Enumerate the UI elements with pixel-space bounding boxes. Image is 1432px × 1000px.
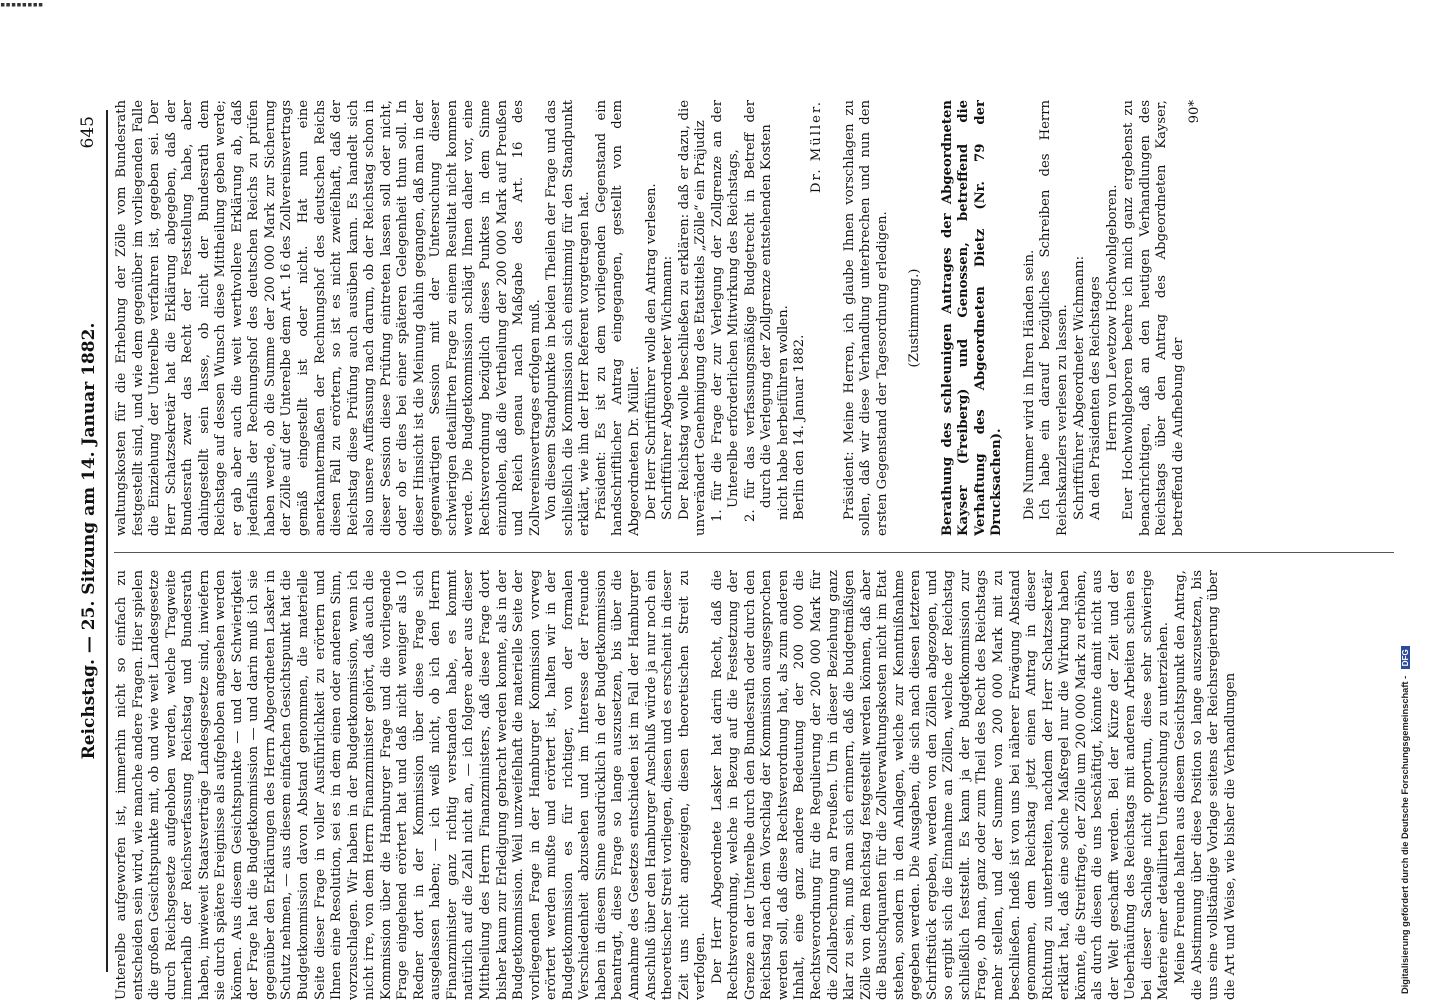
motion-item: 2. für das verfassungsmäßige Budgetrecht in Betreff der durch die Verlegung der Zollgrenze entstehenden Kosten [742, 100, 775, 522]
motion-signer: Dr. Müller. [808, 100, 824, 194]
approval-note: (Zustimmung.) [907, 268, 923, 368]
motion-item: 1. für die Frage der zur Verlegung der Zollgrenze an der Unterelbe erforderlichen Mitwirkung des Reichstags, [709, 100, 742, 522]
left-column [114, 570, 1394, 1000]
president-remark: Der Herr Schriftführer wolle den Antrag verlesen. [643, 183, 659, 520]
funding-note: Digitalisierung gefördert durch die Deutsche Forschungsgemeinschaft - [1400, 675, 1410, 994]
president-remark: Präsident: Meine Herren, ich glaube Ihnen vorschlagen zu sollen, daß wir diese Verhandlung unterbrechen und nun den ersten Gegenstand der Tagesordnung erledigen. [841, 100, 890, 536]
motion-end: nicht habe herbeiführen wollen. [775, 305, 791, 520]
letter-salutation: An den Präsidenten des Reichstages [1088, 276, 1104, 520]
running-header [74, 110, 104, 972]
speaker-label: Schriftführer Abgeordneter Wichmann: [1071, 255, 1087, 520]
paragraph: Meine Freunde halten aus diesem Gesichtspunkt den Antrag, die Abstimmung über diese Position so lange auszusetzen, bis uns eine vollständige Vorlage seitens der Reichsregierung über die Art und Weise, wie bisher die Verhandlungen [1173, 570, 1238, 1000]
paragraph: Von diesem Standpunkte in beiden Theilen der Frage und das schließlich die Kommission sich einstimmig für den Standpunkt erklärt, wie ihn der Herr Referent vorgetragen hat. [544, 100, 593, 536]
page-number: 645 [78, 116, 98, 149]
footer-signature: 90* [1187, 100, 1203, 124]
motion-intro: Der Reichstag wolle beschließen zu erklären: daß er dazu, die unverändert Genehmigung des Etatstitels „Zölle“ ein Präjudiz [676, 100, 709, 536]
dfg-badge: DFG [1401, 646, 1410, 669]
paragraph: Der Herr Abgeordnete Lasker hat darin Recht, daß die Rechtsverordnung, welche in Bezug auf die Festsetzung der Grenze an der Unterelbe durch den Bundesrath oder durch den Reichstag nach dem Vorschlag der Kommission ausgesprochen werden soll, daß diese Rechtsverordnung hat, als zum anderen Inhalt, eine ganz andere Bedeutung der 200 000 die Rechtsverordnung für die Regulierung der 200 000 Mark für die Zollabrechnung an Preußen. Um in dieser Beziehung ganz klar zu sein, muß man sich erinnern, daß die budgetmäßigen Zölle von dem Reichstag festgestellt werden können, daß aber die Bauschquanten für die Zollverwaltungskosten nicht im Etat stehen, sondern in den Anlagen, welche zur Kenntnißnahme gegeben werden. Die Ausgaben, die sich nach diesen letzteren Schriftstück ergeben, werden von den Zöllen abgezogen, und so ergibt sich die Einnahme an Zöllen, welche der Reichstag schließlich feststellt. Es kann ja der Budgetkommission zur Frage, ob man, ganz oder zum Theil des Recht des Reichstags mehr stellen, und der Summe von 200 000 Mark mit zu beschließen. Indeß ist von uns bei näherer Erwägung Abstand genommen, dem Reichstag jetzt einen Antrag in dieser Richtung zu unterbreiten, nachdem der Herr Schatzsekretär erklärt hat, daß eine solche Maßregel nur die Wirkung haben könnte, die Streitfrage, der Zölle um 200 000 Mark zu erhöhen, als durch diesen die uns beschäftigt, könnte damit nicht aus der Welt geschafft werden. Bei der Kürze der Zeit und der Ueberhäufung des Reichstags mit anderen Arbeiten schien es bei dieser Sachlage nicht opportun, diese sehr schwierige Materie einer detaillirten Untersuchung zu unterziehen. [709, 570, 1172, 1000]
motion-date: Berlin den 14. Januar 1882. [792, 334, 808, 520]
column-divider [114, 552, 1394, 553]
president-remark: Die Nummer wird in Ihren Händen sein. [1021, 249, 1037, 520]
letter-body: Euer Hochwohlgeboren beehre ich mich ganz ergebenst zu benachrichtigen, daß an den heutigen Verhandlungen des Reichstags über den Antrag des Abgeordneten Kayser, betreffend die Aufhebung der [1121, 100, 1186, 536]
president-remark: Präsident: Es ist zu dem vorliegenden Gegenstand ein handschriftlicher Antrag eingegangen, gestellt von dem Abgeordneten Dr. Müller. [593, 100, 642, 536]
digitization-edge-note [1398, 0, 1426, 1000]
paragraph: Unterelbe aufgeworfen ist, immerhin nicht so einfach zu entscheiden sein wird, wie manche andere Fragen. Hier spielen die großen Gesichtspunkte mit, ob und wie weit Landesgesetze durch Reichsgesetze aufgehoben werden, welche Tragweite innerhalb der Reichsverfassung Reichstag und Bundesrath haben, inwieweit Staatsverträge Landesgesetze sind, inwiefern sie durch spätere Ereignisse als aufgehoben angesehen werden können. Aus diesem Gesichtspunkte — und der Schwierigkeit der Frage hat die Budgetkommission — und darin muß ich sie gegenüber den Erklärungen des Herrn Abgeordneten Lasker in Schutz nehmen, — aus diesem einfachen Gesichtspunkt hat die Budgetkommission davon Abstand genommen, die materielle Seite dieser Frage in voller Ausführlichkeit zu erörtern und Ihnen eine Resolution, sei es in dem einen oder anderen Sinn, vorzuschlagen. Wir haben in der Budgetkommission, wenn ich nicht irre, von dem Herrn Finanzminister gehört, daß auch die Kommission über die Hamburger Frage und die vorliegende Frage eingehend erörtert hat und daß nicht weniger als 10 Redner dort in der Kommission über diese Frage sich ausgelassen haben; — ich weiß nicht, ob ich den Herrn Finanzminister ganz richtig verstanden habe, es kommt natürlich auf die Zahl nicht an, — ich folgere aber aus dieser Mittheilung des Herrn Finanzministers, daß diese Frage dort bisher kaum zur Erledigung gebracht werden konnte, als in der Budgetkommission. Weil unzweifelhaft die materielle Seite der vorliegenden Frage in der Hamburger Kommission vorweg erörtert werden mußte und erörtert ist, halten wir in der Budgetkommission es für richtiger, von der formalen Verschiedenheit abzusehen und im Interesse der Freunde haben in diesem Sinne ausdrücklich in der Budgetkommission beantragt, diese Frage so lange auszusetzen, bis über die Annahme des Gesetzes entschieden ist im Fall der Hamburger Anschluß über den Hamburger Anschluß würde ja nur noch ein theoretischer Streit vorliegen, diesen und es erscheint in dieser Zeit uns nicht angezeigen, diesen theoretischen Streit zu verfolgen. [114, 570, 709, 1000]
speaker-label: Schriftführer Abgeordneter Wichmann: [660, 255, 676, 520]
president-remark: Ich habe ein darauf bezügliches Schreiben des Herrn Reichskanzlers verlesen zu lassen. [1038, 100, 1070, 536]
letter-salutation: Herrn von Levetzow Hochwohlgeboren. [1104, 184, 1120, 452]
agenda-heading: Berathung des schleunigen Antrages der Abgeordneten Kayser (Freiberg) und Genossen, betreffend die Verhaftung des Abgeordneten Dietz (Nr. 79 der Drucksachen). [939, 100, 1005, 536]
header-rule [106, 110, 108, 972]
scanned-page [74, 100, 1414, 1000]
corner-scan-mark: ▪▪▪▪▪▪▪▪ [0, 0, 44, 10]
page-header-title: Reichstag. — 25. Sitzung am 14. Januar 1882. [79, 322, 99, 760]
right-column [114, 100, 1394, 536]
paragraph: waltungskosten für die Erhebung der Zölle vom Bundesrath festgestellt sind, und wie dem gegenüber im vorliegenden Falle die Einziehung der Unterelbe verfahren ist, gegeben sei. Der Herr Schatzsekretär hat die Erklärung abgegeben, daß der Bundesrath zwar das Recht der Feststellung habe, aber dahingestellt sein lasse, ob nicht der Bundesrath dem Reichstage auf dessen Wunsch diese Mittheilung geben werde; er gab aber auch die weit werthvollere Erklärung ab, daß jedenfalls der Rechnungshof des deutschen Reichs zu prüfen haben werde, ob die Summe der 200 000 Mark zur Sicherung der Zölle auf der Unterelbe dem Art. 16 des Zollvereinsvertrags gemäß eingestellt ist oder nicht. Hat nun eine anerkanntermaßen der Rechnungshof des deutschen Reichs diesen Fall zu erörtern, so ist es nicht zweifelhaft, daß der Reichstag diese Prüfung auch ausüben kann. Es handelt sich also unsere Auffassung nach darum, ob der Reichstag schon in dieser Session diese Prüfung eintreten lassen soll oder nicht, oder ob er dies bei einer späteren Gelegenheit thun soll. In dieser Hinsicht ist die Meinung dahin gegangen, daß man in der gegenwärtigen Session mit der Untersuchung dieser schwierigen detaillirten Frage zu einem Resultat nicht kommen werde. Die Budgetkommission schlägt Ihnen daher vor, eine Rechtsverordnung bezüglich dieses Punktes in dem Sinne einzuholen, daß die Vertheilung der 200 000 Mark auf Preußen und Reich genau nach Maßgabe des Art. 16 des Zollvereinsvertrages erfolgen muß. [114, 100, 543, 536]
